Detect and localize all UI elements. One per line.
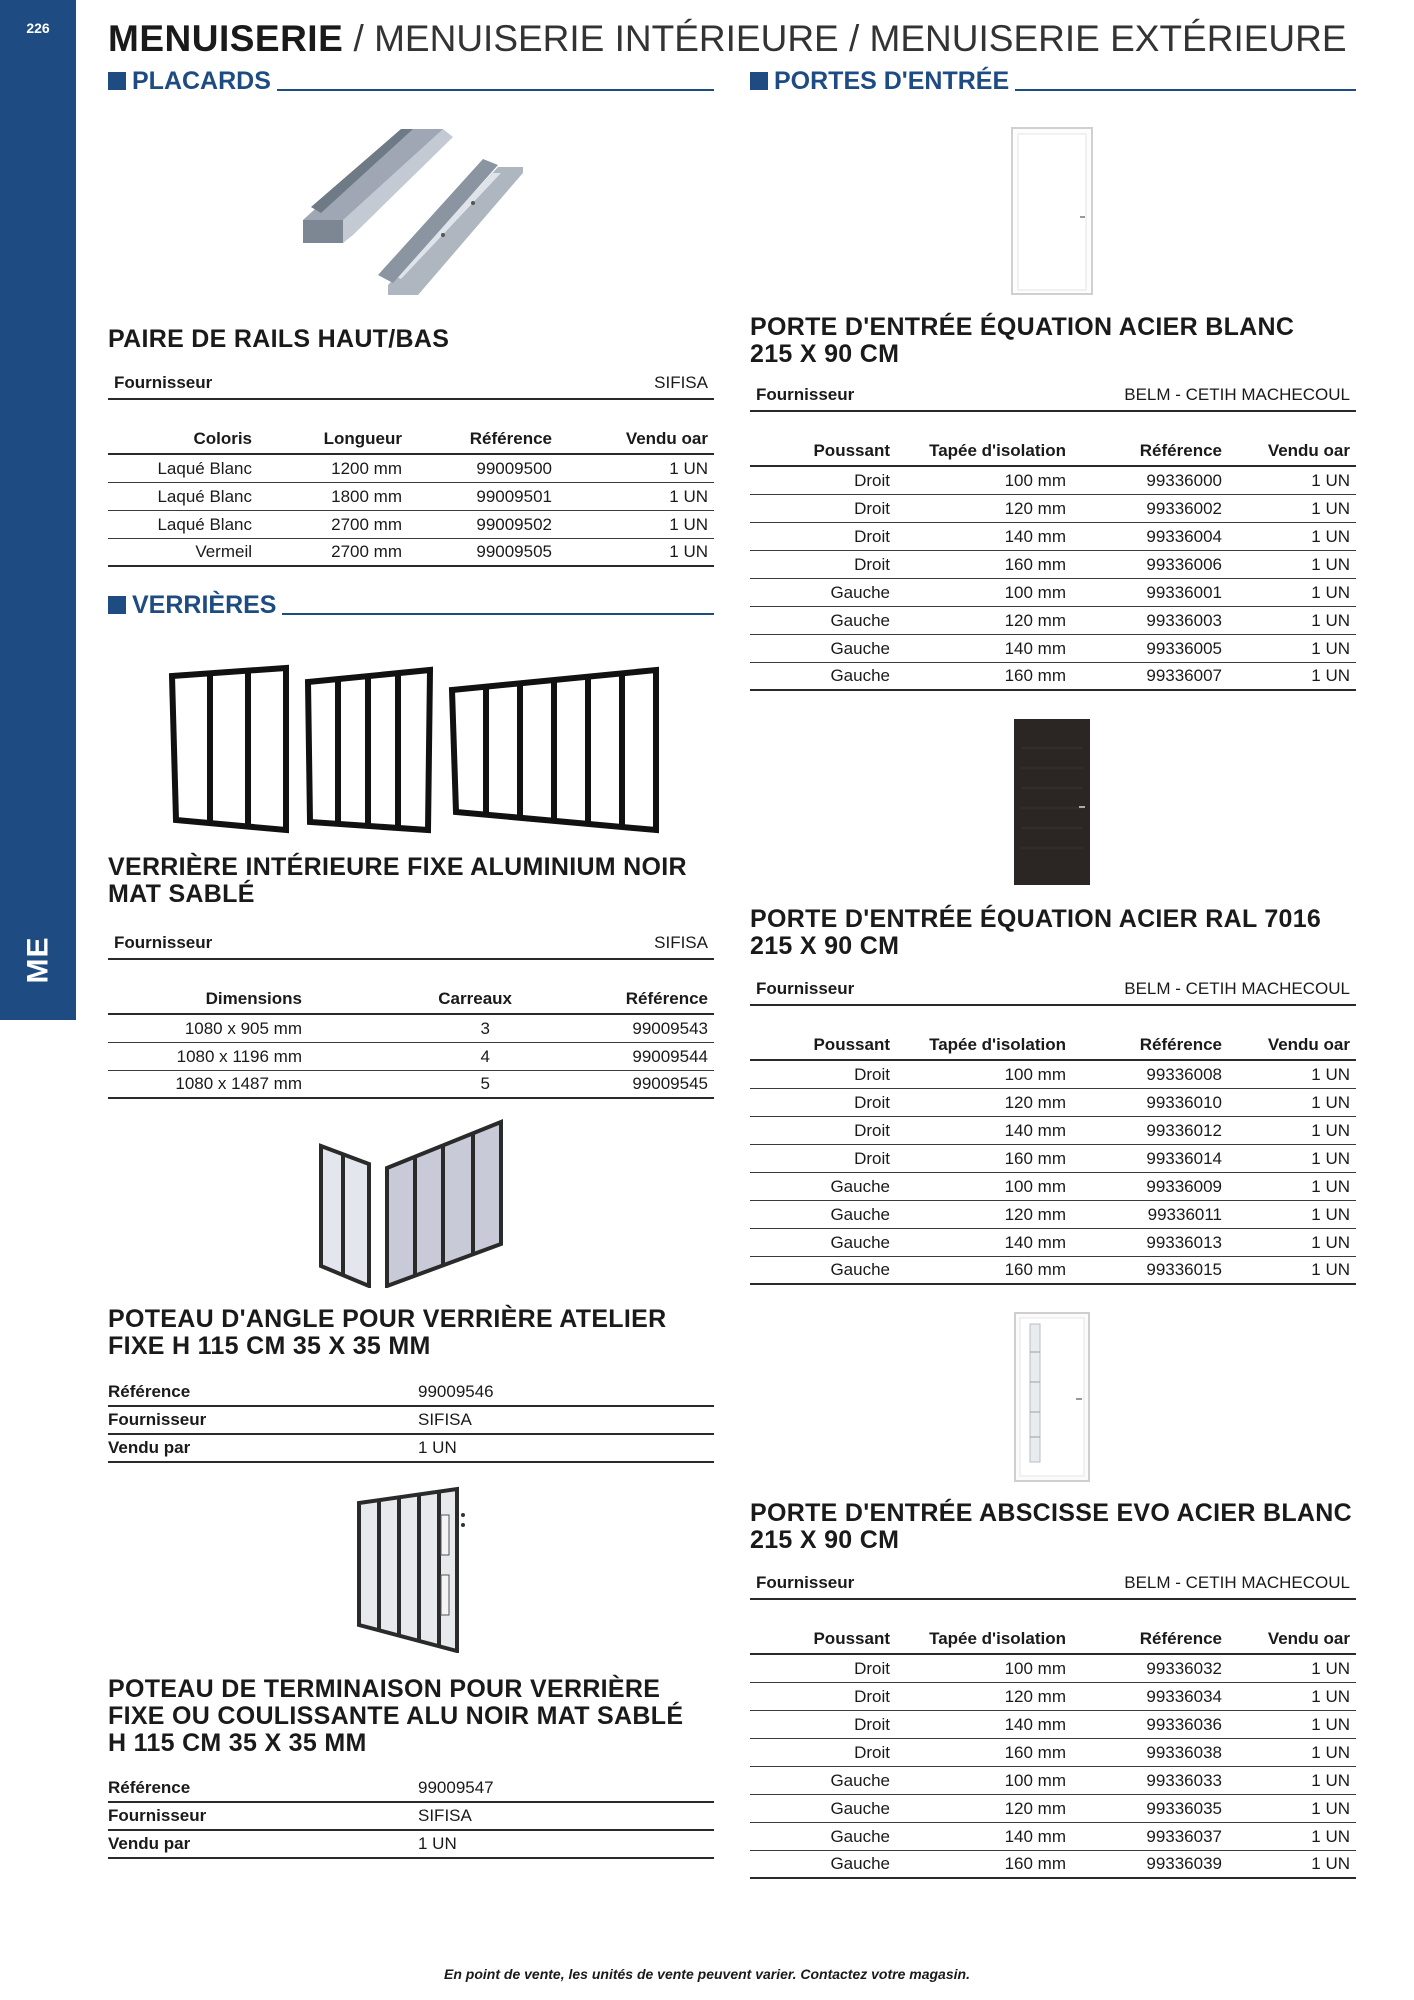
col-header-vendu: Vendu oar [1228,1026,1356,1060]
product-title [750,314,1356,368]
section-square-icon [750,72,768,90]
cell: 160 mm [896,1256,1072,1284]
table-row [750,550,1356,578]
cell: 1080 x 1487 mm [108,1070,308,1098]
door-grey-image [1013,718,1091,886]
section-square-icon [108,72,126,90]
table-row [750,634,1356,662]
product-title [750,906,1356,960]
supplier-row [108,370,714,400]
cell: Droit [750,550,896,578]
cell: 1 UN [558,538,714,566]
cell: 99336009 [1072,1172,1228,1200]
col-header-tapee: Tapée d'isolation [896,432,1072,466]
cell: Droit [750,494,896,522]
col-header-poussant: Poussant [750,432,896,466]
table-row [108,1014,714,1042]
table-row [750,1794,1356,1822]
cell: Laqué Blanc [108,482,258,510]
col-header-reference: Référence [408,420,558,454]
table-row [750,1228,1356,1256]
table-row [750,662,1356,690]
supplier-label: Fournisseur [114,373,213,392]
table-row [750,1200,1356,1228]
cell: 1 UN [1228,466,1356,494]
cell: 99336008 [1072,1060,1228,1088]
col-header-reference: Référence [1072,1620,1228,1654]
spec-value: 99009546 [418,1378,714,1406]
cell: 1 UN [1228,1060,1356,1088]
cell: 100 mm [896,466,1072,494]
cell: 100 mm [896,1172,1072,1200]
spec-label: Vendu par [108,1830,418,1858]
cell: 1 UN [1228,1766,1356,1794]
cell: 1 UN [1228,1738,1356,1766]
table-row [108,482,714,510]
supplier-row [108,930,714,960]
cell: Gauche [750,1850,896,1878]
col-header-reference: Référence [1072,432,1228,466]
cell: 1 UN [1228,494,1356,522]
cell: 99336004 [1072,522,1228,550]
spec-row [108,1434,714,1462]
table-row [750,578,1356,606]
cell: 1 UN [1228,1116,1356,1144]
spec-row [108,1774,714,1802]
table-row [750,1766,1356,1794]
cell: 99009544 [518,1042,714,1070]
spec-row [108,1802,714,1830]
cell: 99336011 [1072,1200,1228,1228]
cell: 1080 x 905 mm [108,1014,308,1042]
spec-row [108,1830,714,1858]
cell: 140 mm [896,1228,1072,1256]
angle-post-image [313,1118,513,1288]
cell: 1 UN [1228,522,1356,550]
cell: 120 mm [896,1682,1072,1710]
cell: 160 mm [896,1738,1072,1766]
section-tab-label: ME [21,936,54,984]
cell: Droit [750,1682,896,1710]
col-header-dimensions: Dimensions [108,980,308,1014]
table-row [750,466,1356,494]
cell: Droit [750,1116,896,1144]
cell: 99336005 [1072,634,1228,662]
section-rule [277,89,714,91]
end-post-specs [108,1774,714,1859]
supplier-label: Fournisseur [756,1573,855,1592]
title-line: VERRIÈRE INTÉRIEURE FIXE ALUMINIUM NOIR [108,853,687,881]
product-title: PAIRE DE RAILS HAUT/BAS [108,325,450,353]
cell: 1 UN [1228,1654,1356,1682]
end-post-image [353,1485,473,1653]
spec-value: 99009547 [418,1774,714,1802]
cell: 99336035 [1072,1794,1228,1822]
cell: 99336039 [1072,1850,1228,1878]
cell: Gauche [750,634,896,662]
spec-value: 1 UN [418,1434,714,1462]
cell: 160 mm [896,1850,1072,1878]
cell: 140 mm [896,1116,1072,1144]
table-row [750,1710,1356,1738]
cell: Droit [750,466,896,494]
cell: 160 mm [896,662,1072,690]
cell: Gauche [750,578,896,606]
cell: Gauche [750,1200,896,1228]
col-header-reference: Référence [1072,1026,1228,1060]
cell: 99336010 [1072,1088,1228,1116]
cell: 1080 x 1196 mm [108,1042,308,1070]
verriere-image [168,662,668,837]
table-header-row [108,420,714,454]
page-number: 226 [26,20,50,36]
cell: 100 mm [896,578,1072,606]
door-white-table [750,432,1356,691]
cell: Gauche [750,1766,896,1794]
section-square-icon [108,596,126,614]
cell: 1 UN [1228,1200,1356,1228]
door-abscisse-table [750,1620,1356,1879]
cell: 1 UN [558,482,714,510]
title-line: 215 X 90 CM [750,340,900,368]
cell: 1 UN [1228,1088,1356,1116]
cell: 1 UN [1228,550,1356,578]
cell: Droit [750,1738,896,1766]
supplier-row [750,976,1356,1006]
cell: 120 mm [896,494,1072,522]
cell: 99009502 [408,510,558,538]
cell: 140 mm [896,522,1072,550]
title-line: FIXE OU COULISSANTE ALU NOIR MAT SABLÉ [108,1702,684,1730]
col-header-carreaux: Carreaux [308,980,518,1014]
cell: Droit [750,1144,896,1172]
cell: 160 mm [896,550,1072,578]
cell: 1 UN [558,510,714,538]
cell: Gauche [750,1228,896,1256]
verriere-table [108,980,714,1099]
product-title [108,854,714,908]
cell: 1 UN [1228,1850,1356,1878]
table-header-row [750,1620,1356,1654]
section-tab-me[interactable] [0,930,76,990]
table-row [750,1738,1356,1766]
rails-image [293,125,523,295]
cell: 3 [308,1014,518,1042]
cell: Gauche [750,662,896,690]
cell: 2700 mm [258,538,408,566]
product-title [108,1676,714,1757]
table-row [750,606,1356,634]
cell: 99336007 [1072,662,1228,690]
cell: 1 UN [1228,1682,1356,1710]
cell: 99336012 [1072,1116,1228,1144]
cell: Gauche [750,1794,896,1822]
cell: 120 mm [896,1088,1072,1116]
cell: 160 mm [896,1144,1072,1172]
supplier-value: BELM - CETIH MACHECOUL [1124,979,1350,998]
cell: 99336015 [1072,1256,1228,1284]
cell: 99009505 [408,538,558,566]
cell: Droit [750,522,896,550]
spec-label: Référence [108,1774,418,1802]
cell: 120 mm [896,1200,1072,1228]
spec-value: SIFISA [418,1802,714,1830]
cell: 99336003 [1072,606,1228,634]
supplier-value: BELM - CETIH MACHECOUL [1124,1573,1350,1592]
table-row [108,1070,714,1098]
table-row [750,1144,1356,1172]
spec-value: 1 UN [418,1830,714,1858]
cell: 1800 mm [258,482,408,510]
table-row [750,1822,1356,1850]
page-title [108,18,1347,60]
title-line: H 115 CM 35 X 35 MM [108,1729,367,1757]
cell: Droit [750,1060,896,1088]
door-grey-table [750,1026,1356,1285]
cell: 1 UN [1228,606,1356,634]
cell: 1 UN [1228,578,1356,606]
cell: 1 UN [1228,1172,1356,1200]
cell: 100 mm [896,1766,1072,1794]
cell: Droit [750,1654,896,1682]
title-line: PORTE D'ENTRÉE ÉQUATION ACIER RAL 7016 [750,905,1322,933]
col-header-vendu: Vendu oar [1228,432,1356,466]
supplier-value: SIFISA [654,933,708,952]
rails-table [108,420,714,567]
footer-note: En point de vente, les unités de vente peuvent varier. Contactez votre magasin. [444,1966,970,1982]
product-title [750,1500,1356,1554]
cell: Vermeil [108,538,258,566]
page-title-rest: / MENUISERIE INTÉRIEURE / MENUISERIE EXTÉRIEURE [343,18,1347,59]
spec-label: Référence [108,1378,418,1406]
cell: 99336032 [1072,1654,1228,1682]
door-abscisse-image [1014,1312,1090,1482]
table-row [750,1256,1356,1284]
cell: 99336038 [1072,1738,1228,1766]
cell: 1 UN [558,454,714,482]
cell: 140 mm [896,634,1072,662]
cell: 99336013 [1072,1228,1228,1256]
cell: 120 mm [896,606,1072,634]
page-title-bold: MENUISERIE [108,18,344,59]
cell: 1 UN [1228,1822,1356,1850]
section-rule [282,613,714,615]
spec-label: Vendu par [108,1434,418,1462]
col-header-tapee: Tapée d'isolation [896,1620,1072,1654]
table-row [750,494,1356,522]
spec-label: Fournisseur [108,1802,418,1830]
cell: 2700 mm [258,510,408,538]
cell: 5 [308,1070,518,1098]
cell: 99336033 [1072,1766,1228,1794]
cell: 1 UN [1228,634,1356,662]
cell: 1 UN [1228,1794,1356,1822]
table-row [750,1682,1356,1710]
section-placards [108,64,714,94]
cell: 99009501 [408,482,558,510]
cell: 1 UN [1228,1228,1356,1256]
section-rule [1015,89,1356,91]
cell: 99336000 [1072,466,1228,494]
table-row [750,1088,1356,1116]
table-row [108,510,714,538]
table-row [750,1116,1356,1144]
title-line: PORTE D'ENTRÉE ÉQUATION ACIER BLANC [750,313,1295,341]
door-white-image [1010,126,1094,296]
section-portes [750,64,1356,94]
cell: 99009545 [518,1070,714,1098]
spec-row [108,1378,714,1406]
supplier-row [750,1570,1356,1600]
table-header-row [750,432,1356,466]
section-verrieres [108,588,714,618]
product-title [108,1306,714,1360]
cell: 99336006 [1072,550,1228,578]
supplier-value: BELM - CETIH MACHECOUL [1124,385,1350,404]
cell: Gauche [750,1822,896,1850]
cell: Gauche [750,1256,896,1284]
cell: 140 mm [896,1822,1072,1850]
spec-label: Fournisseur [108,1406,418,1434]
title-line: 215 X 90 CM [750,1526,900,1554]
title-line: 215 X 90 CM [750,932,900,960]
cell: 1200 mm [258,454,408,482]
cell: 99336002 [1072,494,1228,522]
spec-row [108,1406,714,1434]
table-row [108,538,714,566]
side-band [0,0,76,1020]
col-header-reference: Référence [518,980,714,1014]
col-header-poussant: Poussant [750,1620,896,1654]
supplier-label: Fournisseur [756,385,855,404]
cell: 1 UN [1228,662,1356,690]
col-header-poussant: Poussant [750,1026,896,1060]
table-row [750,1850,1356,1878]
title-line: POTEAU D'ANGLE POUR VERRIÈRE ATELIER [108,1305,667,1333]
cell: 99009500 [408,454,558,482]
supplier-label: Fournisseur [756,979,855,998]
table-header-row [750,1026,1356,1060]
col-header-coloris: Coloris [108,420,258,454]
cell: 100 mm [896,1060,1072,1088]
col-header-vendu: Vendu oar [1228,1620,1356,1654]
cell: Laqué Blanc [108,454,258,482]
supplier-row [750,382,1356,412]
table-row [750,1172,1356,1200]
supplier-label: Fournisseur [114,933,213,952]
cell: 1 UN [1228,1256,1356,1284]
cell: Droit [750,1088,896,1116]
table-row [750,522,1356,550]
supplier-value: SIFISA [654,373,708,392]
cell: Droit [750,1710,896,1738]
table-header-row [108,980,714,1014]
table-row [750,1060,1356,1088]
title-line: PORTE D'ENTRÉE ABSCISSE EVO ACIER BLANC [750,1499,1352,1527]
table-row [108,1042,714,1070]
title-line: POTEAU DE TERMINAISON POUR VERRIÈRE [108,1675,661,1703]
table-row [750,1654,1356,1682]
cell: 1 UN [1228,1710,1356,1738]
cell: 1 UN [1228,1144,1356,1172]
col-header-longueur: Longueur [258,420,408,454]
table-row [108,454,714,482]
section-label: VERRIÈRES [132,591,277,619]
cell: 99336037 [1072,1822,1228,1850]
title-line: MAT SABLÉ [108,880,255,908]
section-label: PLACARDS [132,67,271,95]
cell: 120 mm [896,1794,1072,1822]
cell: Laqué Blanc [108,510,258,538]
section-label: PORTES D'ENTRÉE [774,67,1010,95]
cell: 4 [308,1042,518,1070]
col-header-tapee: Tapée d'isolation [896,1026,1072,1060]
col-header-vendu: Vendu oar [558,420,714,454]
cell: 99336001 [1072,578,1228,606]
cell: 99336034 [1072,1682,1228,1710]
title-line: FIXE H 115 CM 35 X 35 MM [108,1332,431,1360]
cell: Gauche [750,1172,896,1200]
cell: 99336014 [1072,1144,1228,1172]
cell: 140 mm [896,1710,1072,1738]
cell: 100 mm [896,1654,1072,1682]
spec-value: SIFISA [418,1406,714,1434]
angle-post-specs [108,1378,714,1463]
cell: Gauche [750,606,896,634]
cell: 99009543 [518,1014,714,1042]
cell: 99336036 [1072,1710,1228,1738]
